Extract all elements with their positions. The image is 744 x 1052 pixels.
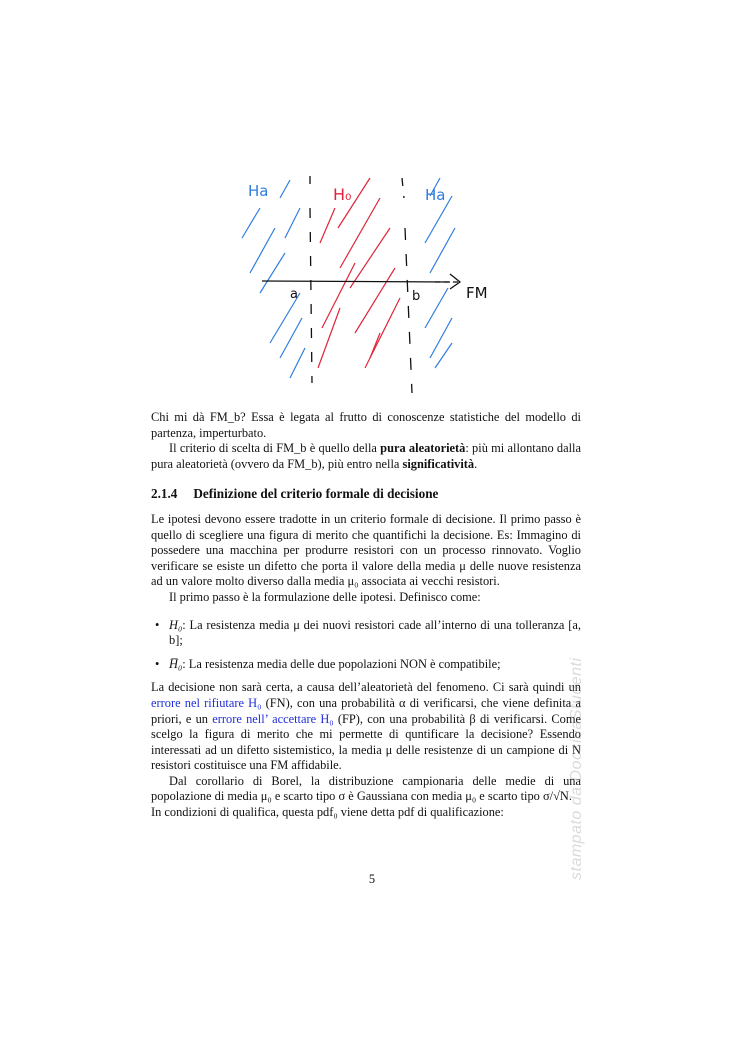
ha-right-label: Ha: [425, 186, 446, 204]
ha-left-hatching: [242, 180, 305, 378]
ha-left-label: Ha: [248, 182, 269, 200]
paragraph-pure-randomness: [151, 441, 581, 472]
section-heading: [151, 486, 581, 502]
paragraph-first-step: Il primo passo è la formulazione delle ipotesi. Definisco come:: [169, 589, 481, 604]
hypothesis-label: H₀: [169, 617, 183, 632]
page-number: 5: [368, 872, 376, 886]
paragraph-errors: [151, 680, 581, 774]
text-fragment: .: [474, 456, 478, 471]
page-text: [151, 410, 581, 821]
paragraph-borel: Dal corollario di Borel, la distribuzione campionaria delle medie di una popolazione di media μ₀ e scarto tipo σ è Gaussiana con media μ₀ e scarto tipo σ/√N.: [151, 773, 581, 804]
paragraph-hypotheses-intro: Le ipotesi devono essere tradotte in un criterio formale di decisione. Il primo passo è quello di scegliere una figura di merito che quantifichi la decisione. Es: Immagino di possedere una macchina per produrre resistori con un processo rinnovato. Voglio verificare se esiste un difetto che porta il valore della media μ delle nuove resistenza ad un valore molto diverso dalla media μ₀ associata ai vecchi resistori.: [151, 511, 581, 589]
list-item: • H₀: La resistenza media μ dei nuovi resistori cade all’interno di una tolleranza [a, b];: [155, 617, 581, 648]
bold-term: pura aleatorietà: [380, 441, 466, 456]
b-label: b: [412, 289, 421, 304]
text-fragment: (FN), con una probabilità α di verificarsi, che viene definita a priori, e un: [151, 695, 581, 726]
section-number: 2.1.4: [151, 486, 178, 502]
h0-hatching: [318, 178, 400, 368]
ha-right-hatching: [425, 178, 455, 368]
threshold-lines: [310, 176, 412, 393]
hypothesis-text: : La resistenza media delle due popolazioni NON è compatibile;: [182, 656, 501, 671]
list-item: • H̅₀: La resistenza media delle due popolazioni NON è compatibile;: [155, 656, 501, 671]
error-reject-link[interactable]: errore nel rifiutare H₀: [151, 695, 262, 710]
section-title: Definizione del criterio formale di decisione: [193, 486, 439, 502]
hypothesis-text: : La resistenza media μ dei nuovi resistori cade all’interno di una tolleranza [a, b];: [169, 617, 581, 648]
hypothesis-label: H̅₀: [169, 656, 183, 671]
hypothesis-list: [151, 618, 581, 673]
text-fragment: Il criterio di scelta di FM_b è quello della: [169, 441, 381, 456]
error-accept-link[interactable]: errore nell’ accettare H₀: [212, 711, 334, 726]
text-fragment: La decisione non sarà certa, a causa dell’aleatorietà del fenomeno. Ci sarà quindi un: [151, 680, 581, 695]
text-fragment: : più mi allontano dalla pura aleatorietà (ovvero da FM_b), più entro nella: [151, 441, 581, 471]
bold-term: significatività: [402, 456, 475, 471]
hypothesis-sketch: [230, 168, 510, 398]
paragraph-fmb-question: Chi mi dà FM_b? Essa è legata al frutto di conoscenze statistiche del modello di partenza, imperturbato.: [151, 410, 581, 440]
fm-axis-label: FM: [466, 284, 488, 302]
watermark: stampato da DocsinaStudenti: [568, 657, 585, 880]
text-fragment: (FP), con una probabilità β di verificarsi. Come scelgo la figura di merito che mi permette di quntificare la decisione? Essendo interessati ad un difetto sistemistico, la media μ delle resistenze di un campione di N resistori costituisce una FM affidabile.: [151, 711, 582, 773]
h0-label: H₀: [333, 185, 352, 204]
a-label: a: [290, 287, 298, 302]
paragraph-qualification: In condizioni di qualifica, questa pdf₀ viene detta pdf di qualificazione:: [151, 805, 504, 820]
